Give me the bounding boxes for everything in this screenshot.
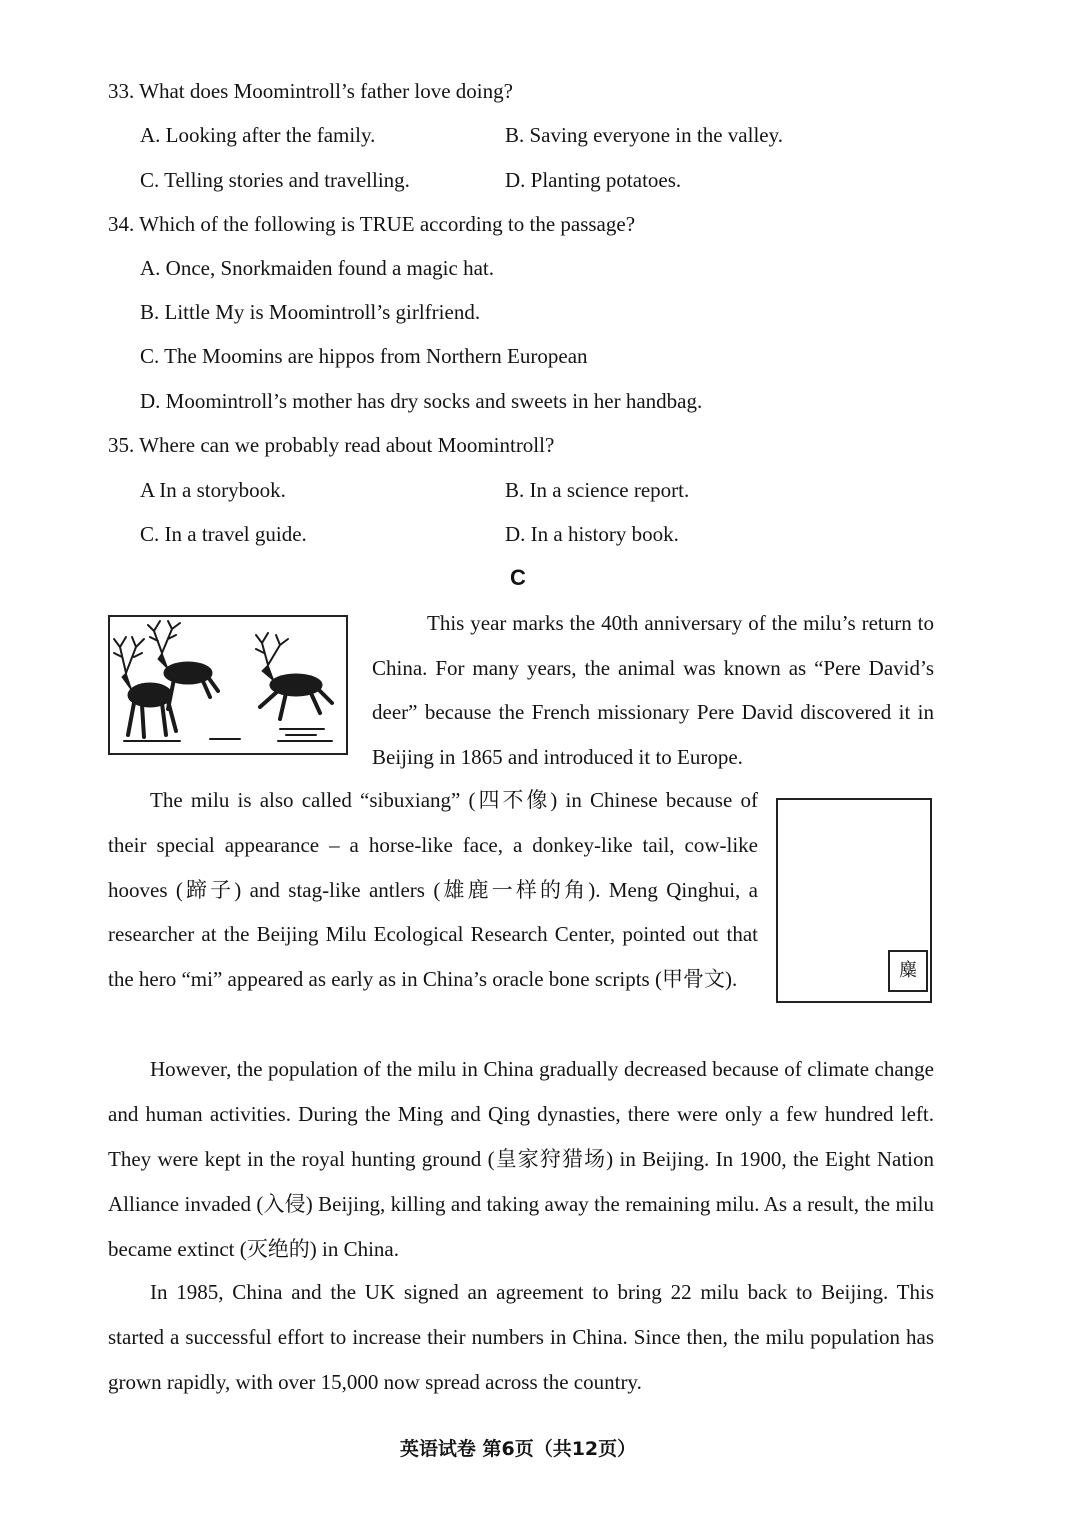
q35-option-c: C. In a travel guide. — [140, 522, 307, 546]
q35-option-d: D. In a history book. — [505, 522, 679, 546]
paragraph-3-text: However, the population of the milu in China gradually decreased because of climate change and human activities. During the Ming and Qing dynasties, there were only a few hundred left. They were kept in the royal hunting ground (皇家狩猎场) in Beijing. In 1900, the Eight Nation Alliance invaded (入侵) Beijing, killing and taking away the remaining milu. As a result, the milu became extinct (灭绝的) in China. — [108, 1057, 934, 1261]
q33-option-c: C. Telling stories and travelling. — [140, 168, 410, 192]
q33-option-b: B. Saving everyone in the valley. — [505, 123, 783, 147]
q34-option-a: A. Once, Snorkmaiden found a magic hat. — [140, 256, 494, 280]
question-34-stem: 34. Which of the following is TRUE according to the passage? — [108, 212, 636, 236]
paragraph-2-text: The milu is also called “sibuxiang” (四不像) in Chinese because of their special appearance – a horse-like face, a donkey-like tail, cow-like hooves (蹄子) and stag-like antlers (雄鹿一样的角). Meng Qinghui, a researcher at the Beijing Milu Ecological Research Center, pointed out that the hero “mi” appeared as early as in China’s oracle bone scripts (甲骨文). — [108, 788, 758, 992]
paragraph-4-text: In 1985, China and the UK signed an agreement to bring 22 milu back to Beijing. This started a successful effort to increase their numbers in China. Since then, the milu population has grown rapidly, with over 15,000 now spread across the country. — [108, 1280, 934, 1394]
page-footer: 英语试卷 第6页（共12页） — [399, 1438, 637, 1460]
passage-paragraph-3 — [108, 1047, 934, 1272]
q34-option-d: D. Moomintroll’s mother has dry socks and sweets in her handbag. — [140, 389, 703, 413]
q34-option-c: C. The Moomins are hippos from Northern European — [140, 344, 588, 368]
q33-option-a: A. Looking after the family. — [140, 123, 376, 147]
deer-drawing-icon — [110, 617, 346, 753]
passage-paragraph-1 — [372, 601, 934, 779]
q35-option-a: A In a storybook. — [140, 478, 286, 502]
q34-option-b: B. Little My is Moomintroll’s girlfriend. — [140, 300, 481, 324]
q33-option-d: D. Planting potatoes. — [505, 168, 682, 192]
milu-deer-illustration — [108, 615, 348, 755]
section-label: C — [510, 565, 526, 590]
glyph-box: 麋 — [888, 950, 928, 992]
passage-paragraph-4 — [108, 1270, 934, 1405]
question-33-stem: 33. What does Moomintroll’s father love doing? — [108, 79, 513, 103]
passage-paragraph-2 — [108, 778, 758, 1002]
q35-option-b: B. In a science report. — [505, 478, 690, 502]
paragraph-1-text: This year marks the 40th anniversary of the milu’s return to China. For many years, the animal was known as “Pere David’s deer” because the French missionary Pere David discovered it in Beijing in 1865 and introduced it to Europe. — [372, 611, 934, 769]
question-35-stem: 35. Where can we probably read about Moomintroll? — [108, 433, 555, 457]
